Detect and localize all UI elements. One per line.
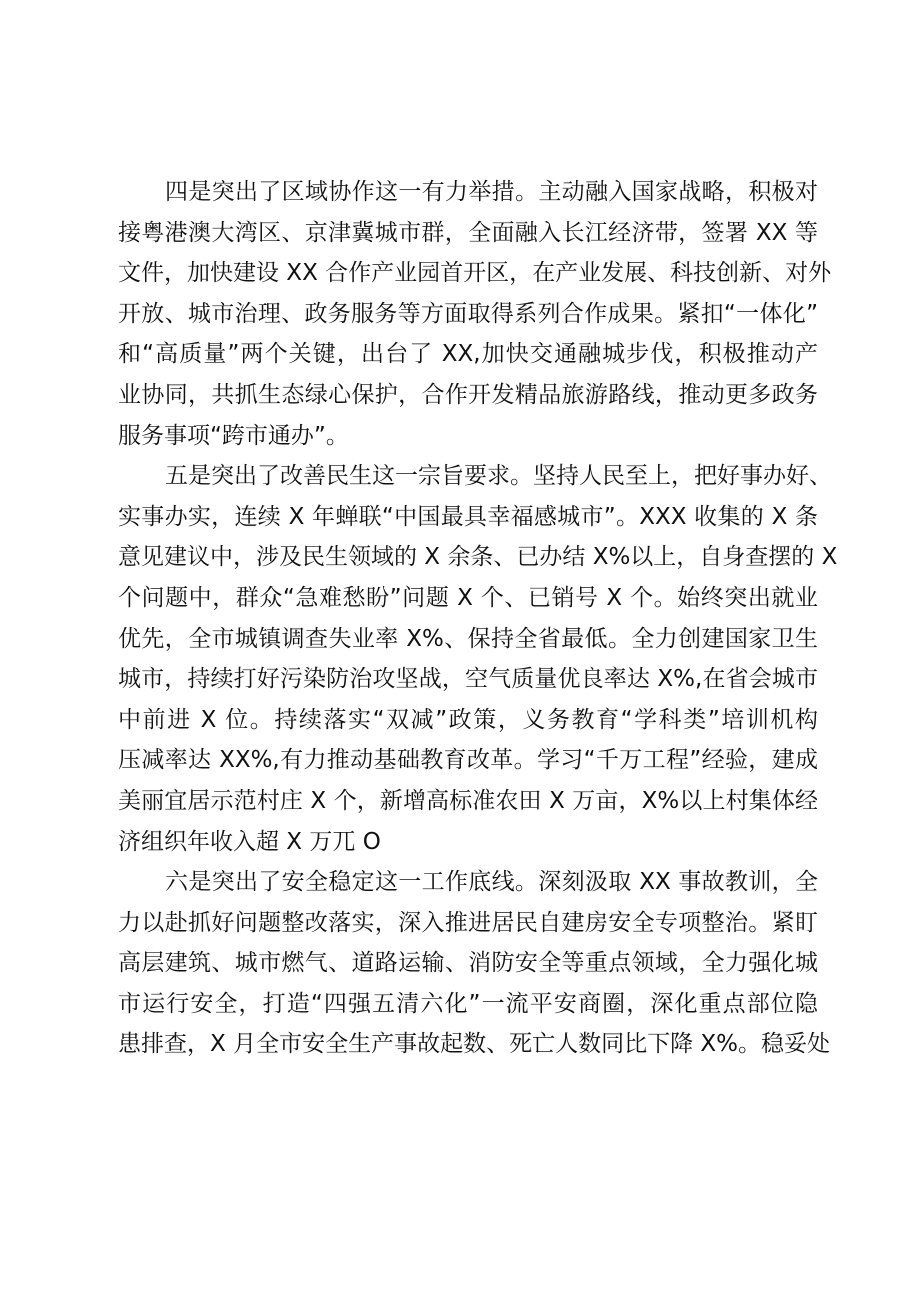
paragraph-line: 济组织年收入超 X 万兀 O [118, 828, 381, 855]
paragraph-line: 市运行安全，打造“四强五清六化”一流平安商圈，深化重点部位隐 [118, 990, 818, 1017]
paragraph-line: 压减率达 XX%,有力推动基础教育改革。学习“千万工程”经验，建成 [118, 747, 818, 774]
paragraph-line: 美丽宜居示范村庄 X 个，新增高标准农田 X 万亩，X%以上村集体经 [118, 787, 818, 814]
paragraph-line: 开放、城市治理、政务服务等方面取得系列合作成果。紧扣“一体化” [118, 300, 818, 327]
paragraph-line: 个问题中，群众“急难愁盼”问题 X 个、已销号 X 个。始终突出就业 [118, 584, 818, 611]
paragraph-livelihood [118, 456, 838, 862]
paragraph-line: 五是突出了改善民生这一宗旨要求。坚持人民至上，把好事办好、 [165, 463, 832, 490]
paragraph-line: 实事办实，连续 X 年蝉联“中国最具幸福感城市”。XXX 收集的 X 条 [118, 503, 818, 530]
paragraph-line: 四是突出了区域协作这一有力举措。主动融入国家战略，积极对 [165, 179, 818, 205]
paragraph-line: 力以赴抓好问题整改落实，深入推进居民自建房安全专项整治。紧盯 [118, 909, 818, 936]
paragraph-safety [118, 862, 830, 1065]
paragraph-line: 文件，加快建设 XX 合作产业园首开区，在产业发展、科技创新、对外 [118, 260, 832, 287]
paragraph-line: 高层建筑、城市燃气、道路运输、消防安全等重点领域，全力强化城 [118, 950, 818, 977]
paragraph-line: 优先，全市城镇调查失业率 X%、保持全省最低。全力创建国家卫生 [118, 625, 818, 652]
paragraph-line: 和“高质量”两个关键，出台了 XX,加快交通融城步伐，积极推动产 [118, 341, 818, 368]
paragraph-line: 患排查，X 月全市安全生产事故起数、死亡人数同比下降 X%。稳妥处 [118, 1031, 830, 1058]
paragraph-line: 业协同，共抓生态绿心保护，合作开发精品旅游路线，推动更多政务 [118, 381, 818, 408]
paragraph-line: 服务事项“跨市通办”。 [118, 422, 349, 449]
document-body [118, 172, 838, 1065]
paragraph-line: 接粤港澳大湾区、京津冀城市群，全面融入长江经济带，签署 XX 等 [118, 219, 818, 246]
paragraph-line: 中前进 X 位。持续落实“双减”政策，义务教育“学科类”培训机构 [118, 706, 818, 733]
paragraph-line: 六是突出了安全稳定这一工作底线。深刻汲取 XX 事故教训，全 [165, 869, 818, 896]
paragraph-regional-cooperation [118, 172, 832, 456]
paragraph-line: 意见建议中，涉及民生领域的 X 余条、已办结 X%以上，自身查摆的 X [118, 544, 838, 571]
paragraph-line: 城市，持续打好污染防治攻坚战，空气质量优良率达 X%,在省会城市 [118, 666, 818, 693]
